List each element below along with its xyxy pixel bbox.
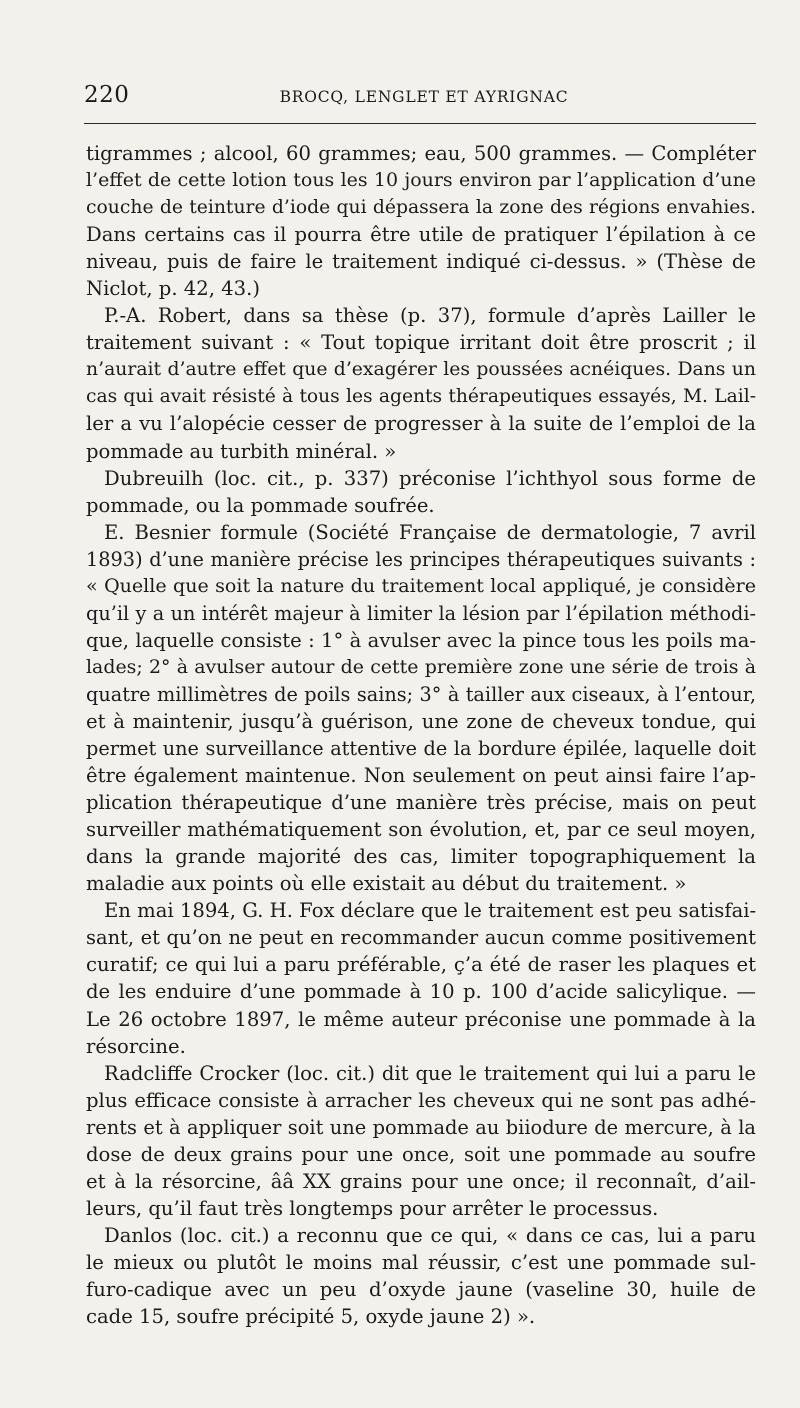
text-line: curatif; ce qui lui a paru préférable, ç’a été de raser les plaques et <box>86 953 756 977</box>
text-line: ler a vu l’alopécie cesser de progresser à la suite de l’emploi de la <box>86 412 756 436</box>
text-line: pommade, ou la pommade soufrée. <box>86 493 435 517</box>
running-head: BROCQ, LENGLET ET AYRIGNAC <box>279 88 569 106</box>
page-header <box>84 82 756 112</box>
text-line: Danlos (loc. cit.) a reconnu que ce qui, « dans ce cas, lui a paru <box>104 1223 756 1247</box>
text-line: Dans certains cas il pourra être utile de pratiquer l’épilation à ce <box>86 223 756 247</box>
text-line: surveiller mathématiquement son évolution, et, par ce seul moyen, <box>86 818 756 842</box>
text-line: résorcine. <box>86 1034 186 1058</box>
text-line: plication thérapeutique d’une manière très précise, mais on peut <box>86 791 756 815</box>
text-line: lades; 2° à avulser autour de cette première zone une série de trois à <box>86 655 756 678</box>
text-line: sant, et qu’on ne peut en recommander aucun comme positivement <box>86 926 756 950</box>
text-line: Niclot, p. 42, 43.) <box>86 277 260 301</box>
text-line: quatre millimètres de poils sains; 3° à tailler aux ciseaux, à l’entour, <box>86 682 756 706</box>
body-text <box>86 140 756 1330</box>
text-line: dans la grande majorité des cas, limiter topographiquement la <box>86 845 756 869</box>
header-rule <box>84 123 756 124</box>
text-line: cade 15, soufre précipité 5, oxyde jaune 2) ». <box>86 1305 536 1329</box>
text-line: niveau, puis de faire le traitement indiqué ci-dessus. » (Thèse de <box>86 250 756 274</box>
text-line: 1893) d’une manière précise les principes thérapeutiques suivants : <box>86 547 756 571</box>
text-line: pommade au turbith minéral. » <box>86 439 397 463</box>
text-line: leurs, qu’il faut très longtemps pour arrêter le processus. <box>86 1196 659 1220</box>
text-line: « Quelle que soit la nature du traitement local appliqué, je considère <box>86 574 756 597</box>
text-line: de les enduire d’une pommade à 10 p. 100 d’acide salicylique. — <box>86 980 756 1004</box>
text-line: cas qui avait résisté à tous les agents thérapeutiques essayés, M. Lail- <box>86 386 756 408</box>
text-line: n’aurait d’autre effet que d’exagérer les poussées acnéiques. Dans un <box>86 359 756 381</box>
text-line: furo-cadique avec un peu d’oxyde jaune (vaseline 30, huile de <box>86 1277 756 1301</box>
text-line: le mieux ou plutôt le moins mal réussir, c’est une pommade sul- <box>86 1250 756 1274</box>
text-line: plus efficace consiste à arracher les cheveux qui ne sont pas adhé- <box>86 1088 756 1112</box>
text-line: dose de deux grains pour une once, soit une pommade au soufre <box>86 1142 756 1166</box>
text-line: qu’il y a un intérêt majeur à limiter la lésion par l’épilation méthodi- <box>86 601 756 625</box>
text-line: maladie aux points où elle existait au début du traitement. » <box>86 872 687 896</box>
text-line: Dubreuilh (loc. cit., p. 337) préconise l’ichthyol sous forme de <box>104 466 756 490</box>
text-line: être également maintenue. Non seulement on peut ainsi faire l’ap- <box>86 764 756 788</box>
text-line: couche de teinture d’iode qui dépassera la zone des régions envahies. <box>86 197 756 219</box>
text-line: E. Besnier formule (Société Française de dermatologie, 7 avril <box>104 520 756 544</box>
page-number: 220 <box>84 82 130 108</box>
text-line: l’effet de cette lotion tous les 10 jours environ par l’application d’une <box>86 169 756 192</box>
text-line: permet une surveillance attentive de la bordure épilée, laquelle doit <box>86 737 756 761</box>
text-line: et à la résorcine, ââ XX grains pour une once; il reconnaît, d’ail- <box>86 1169 756 1193</box>
text-line: En mai 1894, G. H. Fox déclare que le traitement est peu satisfai- <box>104 899 757 923</box>
text-line: Radcliffe Crocker (loc. cit.) dit que le traitement qui lui a paru le <box>104 1061 756 1085</box>
text-line: traitement suivant : « Tout topique irritant doit être proscrit ; il <box>86 331 756 355</box>
text-line: P.-A. Robert, dans sa thèse (p. 37), formule d’après Lailler le <box>104 304 756 328</box>
text-line: Le 26 octobre 1897, le même auteur préconise une pommade à la <box>86 1007 756 1031</box>
text-line: que, laquelle consiste : 1° à avulser avec la pince tous les poils ma- <box>86 628 756 652</box>
text-line: et à maintenir, jusqu’à guérison, une zone de cheveux tondue, qui <box>86 709 756 733</box>
text-line: tigrammes ; alcool, 60 grammes; eau, 500 grammes. — Compléter <box>86 142 756 165</box>
text-line: rents et à appliquer soit une pommade au biiodure de mercure, à la <box>86 1115 756 1139</box>
